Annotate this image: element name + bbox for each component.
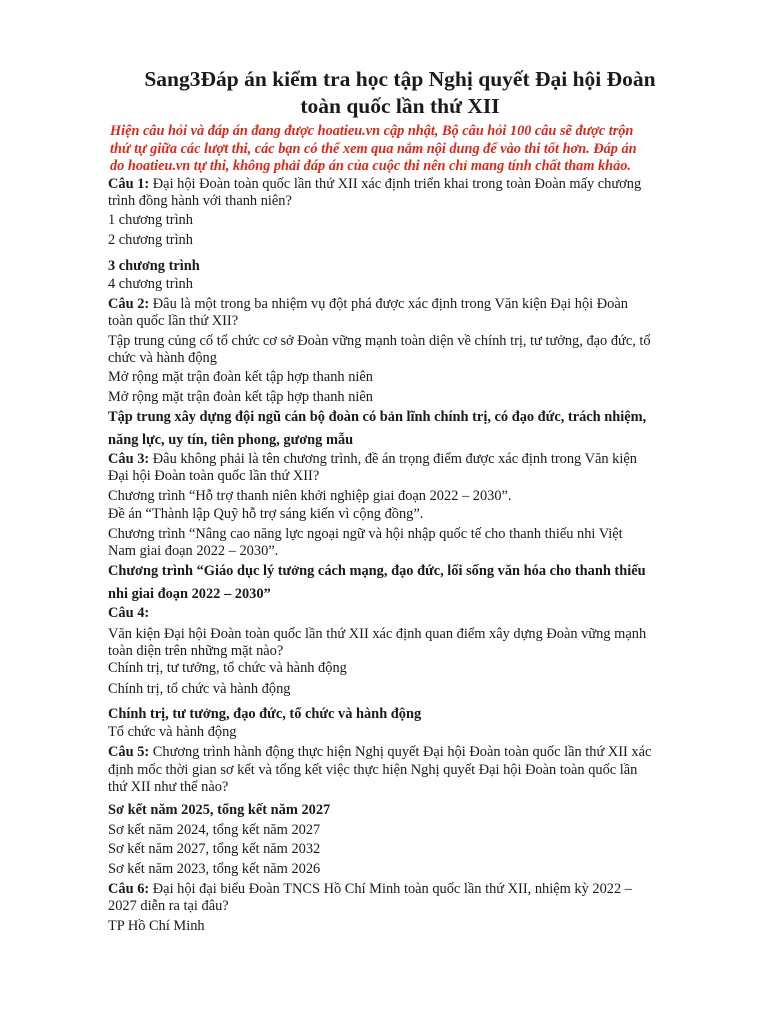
question-6-line-2: 2027 diễn ra tại đâu? [108,898,229,914]
answer-option-correct: Sơ kết năm 2025, tổng kết năm 2027 [108,802,331,818]
disclaimer-notice [110,123,700,176]
notice-line: thứ tự giữa các lượt thi, các bạn có thể xem qua nắm nội dung để vào thi tốt hơn. Đáp án [110,140,637,157]
answer-option: 1 chương trình [108,212,193,228]
question-1-line-2: trình đồng hành với thanh niên? [108,193,292,209]
page-title [100,66,700,120]
question-label: Câu 6: [108,881,150,897]
question-5-line-3: thứ XII như thế nào? [108,779,229,795]
question-4-line-1: Văn kiện Đại hội Đoàn toàn quốc lần thứ XII xác định quan điểm xây dựng Đoàn vững mạnh [108,626,647,642]
question-text: Đại hội Đoàn toàn quốc lần thứ XII xác định triển khai trong toàn Đoàn mấy chương [149,176,642,192]
answer-option-correct-cont: nhi giai đoạn 2022 – 2030” [108,586,271,602]
question-text: Đại hội đại biểu Đoàn TNCS Hồ Chí Minh toàn quốc lần thứ XII, nhiệm kỳ 2022 – [149,881,632,897]
answer-option: Chính trị, tổ chức và hành động [108,681,291,697]
answer-option-cont: Nam giai đoạn 2022 – 2030”. [108,543,279,559]
question-label: Câu 5: [108,744,150,760]
answer-option: Chính trị, tư tưởng, tổ chức và hành động [108,660,347,676]
question-2-line-1 [108,296,708,313]
answer-option: Chương trình “Nâng cao năng lực ngoại ngữ và hội nhập quốc tế cho thanh thiếu nhi Việt [108,526,623,542]
question-4-label: Câu 4: [108,605,150,621]
notice-line: Hiện câu hỏi và đáp án đang được hoatieu.vn cập nhật, Bộ câu hỏi 100 câu sẽ được trộn [110,123,634,139]
answer-option-correct: Chương trình “Giáo dục lý tưởng cách mạng, đạo đức, lối sống văn hóa cho thanh thiếu [108,563,646,579]
answer-option-correct-cont: năng lực, uy tín, tiên phong, gương mẫu [108,432,354,448]
answer-option: Tập trung củng cố tổ chức cơ sở Đoàn vững mạnh toàn diện về chính trị, tư tưởng, đạo đức, tổ [108,333,651,349]
question-6-line-1 [108,881,708,898]
question-1-line-1 [108,176,708,193]
answer-option-cont: chức và hành động [108,350,217,366]
answer-option: 4 chương trình [108,276,193,292]
question-label: Câu 1: [108,176,150,192]
answer-option: Sơ kết năm 2023, tổng kết năm 2026 [108,861,321,877]
question-3-line-1 [108,451,708,468]
question-5-line-2: định mốc thời gian sơ kết và tổng kết việc thực hiện Nghị quyết Đại hội Đoàn toàn quốc lần [108,762,638,778]
question-text: Đâu không phải là tên chương trình, đề án trọng điểm được xác định trong Văn kiện [149,451,637,467]
answer-option-correct: 3 chương trình [108,258,200,274]
question-2-line-2: toàn quốc lần thứ XII? [108,313,239,329]
answer-option: Tổ chức và hành động [108,724,237,740]
answer-option: Đề án “Thành lập Quỹ hỗ trợ sáng kiến vì cộng đồng”. [108,506,424,522]
answer-option: Mở rộng mặt trận đoàn kết tập hợp thanh niên [108,389,373,405]
answer-option: Chương trình “Hỗ trợ thanh niên khởi nghiệp giai đoạn 2022 – 2030”. [108,488,512,504]
answer-option: TP Hồ Chí Minh [108,918,205,934]
answer-option: Sơ kết năm 2024, tổng kết năm 2027 [108,822,321,838]
answer-option: Sơ kết năm 2027, tổng kết năm 2032 [108,841,321,857]
answer-option-correct: Tập trung xây dựng đội ngũ cán bộ đoàn có bản lĩnh chính trị, có đạo đức, trách nhiệm, [108,409,647,425]
question-text: Chương trình hành động thực hiện Nghị quyết Đại hội Đoàn toàn quốc lần thứ XII xác [149,744,652,760]
question-label: Câu 2: [108,296,150,312]
question-3-line-2: Đại hội Đoàn toàn quốc lần thứ XII? [108,468,320,484]
question-label: Câu 3: [108,451,150,467]
title-line-1: Sang3Đáp án kiểm tra học tập Nghị quyết Đại hội Đoàn [144,67,656,91]
answer-option-correct: Chính trị, tư tưởng, đạo đức, tổ chức và hành động [108,706,422,722]
question-4-line-2: toàn diện trên những mặt nào? [108,643,284,659]
notice-line: do hoatieu.vn tự thi, không phải đáp án của cuộc thi nên chỉ mang tính chất tham khảo. [110,158,631,175]
answer-option: Mở rộng mặt trận đoàn kết tập hợp thanh niên [108,369,373,385]
question-text: Đâu là một trong ba nhiệm vụ đột phá được xác định trong Văn kiện Đại hội Đoàn [149,296,628,312]
answer-option: 2 chương trình [108,232,193,248]
title-line-2: toàn quốc lần thứ XII [300,94,500,118]
question-5-line-1 [108,744,708,761]
